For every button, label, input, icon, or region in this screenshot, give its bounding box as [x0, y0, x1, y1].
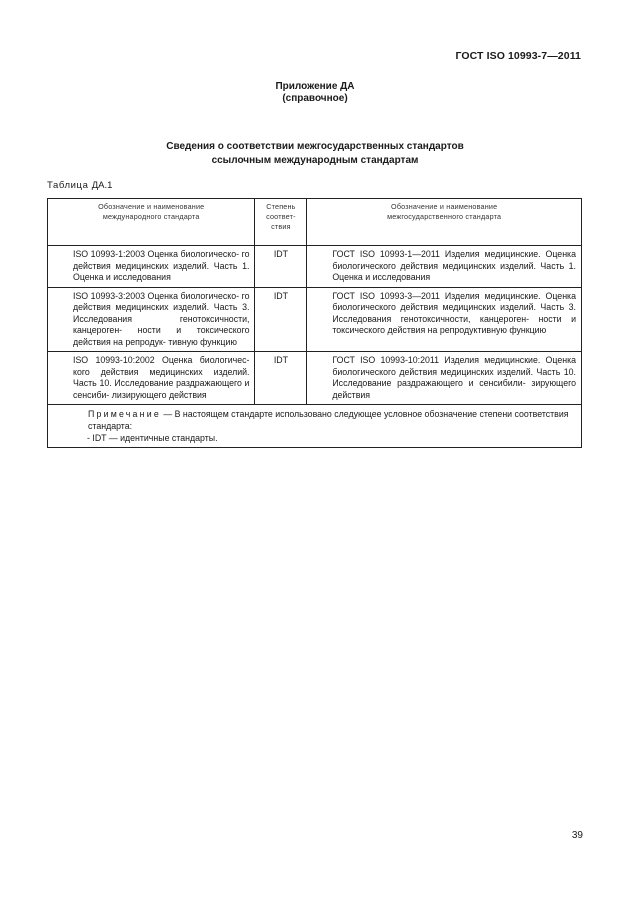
table-note-row	[48, 405, 582, 448]
page-number: 39	[571, 830, 583, 841]
international-standard-cell	[48, 352, 255, 405]
degree-cell: IDT	[255, 352, 307, 405]
interstate-standard-cell	[307, 287, 582, 352]
cell-text: ISO 10993-3:2003 Оценка биологическо- го действия медицинских изделий. Часть 3. Исследования генотоксичности, канцероген- ности и токсического действия на репродук- тивную функцию	[73, 290, 250, 347]
table-caption	[47, 180, 112, 191]
header-international-standard	[48, 199, 255, 246]
note-label: Примечание	[88, 409, 161, 419]
cell-text: ГОСТ ISO 10993-10:2011 Изделия медицинские. Оценка биологического действия медицинских изделий. Часть 10. Исследование раздражающего и сенсибили- зирующего действия	[332, 355, 576, 400]
header-line: ствия	[271, 222, 291, 231]
document-title-line1: Сведения о соответствии межгосударственных стандартов	[166, 141, 464, 152]
header-interstate-standard	[307, 199, 582, 246]
table-header-row	[48, 199, 582, 246]
header-degree	[255, 199, 307, 246]
table-row	[48, 287, 582, 352]
note-text	[53, 408, 576, 432]
note-item: - IDT — идентичные стандарты.	[87, 433, 218, 443]
international-standard-cell	[48, 246, 255, 288]
standard-code: ГОСТ ISO 10993-7—2011	[455, 50, 581, 62]
document-title	[0, 140, 630, 168]
table-caption-number: ДА.1	[91, 180, 113, 191]
table-note	[48, 405, 582, 448]
header-line: Обозначение и наименование	[391, 202, 498, 211]
degree-cell: IDT	[255, 287, 307, 352]
appendix-subtitle: (справочное)	[282, 93, 348, 104]
header-line: международного стандарта	[102, 212, 200, 221]
table-row	[48, 246, 582, 288]
appendix-title: Приложение ДА	[275, 81, 355, 92]
table-caption-word: Таблица	[47, 180, 89, 191]
cell-text: ISO 10993-10:2002 Оценка биологичес- кого действия медицинских изделий. Часть 10. Исследование раздражающего и сенсиби- лизирующего действия	[73, 355, 250, 400]
cell-text: ISO 10993-1:2003 Оценка биологическо- го действия медицинских изделий. Часть 1. Оценка и исследования	[73, 249, 250, 282]
header-line: межгосударственного стандарта	[387, 212, 502, 221]
interstate-standard-cell	[307, 246, 582, 288]
interstate-standard-cell	[307, 352, 582, 405]
note-body: — В настоящем стандарте использовано следующее условное обозначение степени соответствия стандарта:	[88, 409, 569, 431]
header-line: соответ-	[266, 212, 296, 221]
degree-cell: IDT	[255, 246, 307, 288]
header-line: Обозначение и наименование	[98, 202, 205, 211]
cell-text: ГОСТ ISO 10993-3—2011 Изделия медицинские. Оценка биологического действия медицинских изделий. Часть 3. Исследования генотоксичности, канцероген- ности и токсического действия на репродуктивную функцию	[332, 290, 576, 335]
document-title-line2: ссылочным международным стандартам	[211, 155, 419, 166]
international-standard-cell	[48, 287, 255, 352]
header-line: Степень	[266, 202, 296, 211]
appendix-heading	[0, 81, 630, 105]
table-row	[48, 352, 582, 405]
correspondence-table	[47, 198, 582, 448]
cell-text: ГОСТ ISO 10993-1—2011 Изделия медицинские. Оценка биологического действия медицинских изделий. Часть 1. Оценка и исследования	[332, 249, 576, 282]
